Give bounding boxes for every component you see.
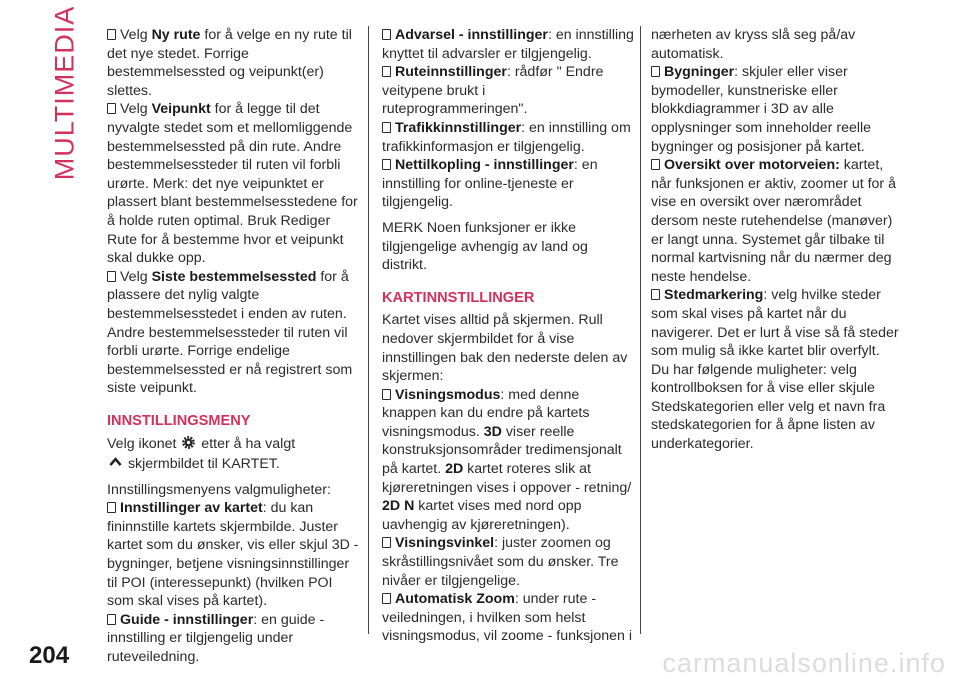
term: 2D N: [382, 498, 415, 515]
column-divider: [640, 26, 641, 634]
list-item: [382, 534, 634, 590]
text: Velg: [120, 101, 152, 118]
term: Guide - innstillinger: [120, 611, 254, 628]
text: Velg: [120, 268, 152, 285]
list-item: [651, 286, 901, 453]
term: 2D: [445, 461, 464, 478]
paragraph-intro: Kartet vises alltid på skjermen. Rull nedover skjermbildet for å vise innstillingen bak den nederste delen av skjermen:: [382, 312, 628, 385]
page-number: 204: [29, 642, 70, 669]
text: : en guide - innstilling er tilgjengelig under ruteveiledning.: [107, 611, 325, 665]
column-2: [382, 26, 634, 646]
term: Oversikt over motorveien:: [664, 157, 840, 174]
text: : en innstilling om trafikkinformasjon er tilgjengelig.: [382, 119, 631, 155]
term: Bygninger: [664, 64, 735, 81]
text: Velg ikonet: [107, 436, 181, 453]
text: for å velge en ny rute til det nye stedet. Forrige bestemmelsessted og veipunkt(er) slettes.: [107, 27, 352, 99]
text: for å plassere det nylig valgte bestemmelsesstedet i enden av ruten. Andre bestemmelsessteder til ruten vil forbli urørte. Forrige endelige bestemmelsessted er nå registrert som siste veipunkt.: [107, 268, 353, 397]
term: Automatisk Zoom: [395, 591, 515, 608]
term: Nettilkopling - innstillinger: [395, 157, 574, 174]
paragraph-veipunkt: [107, 100, 359, 267]
bullet-icon: [107, 271, 116, 282]
heading-innstillingsmeny: INNSTILLINGSMENY: [107, 412, 251, 429]
list-item: [382, 119, 634, 156]
text: : en innstilling for online-tjeneste er tilgjengelig.: [382, 157, 598, 211]
term: Visningsmodus: [395, 386, 501, 403]
list-item: [651, 156, 901, 286]
gear-icon: [180, 434, 197, 451]
section-title-text: MULTIMEDIA: [49, 5, 80, 181]
term: Veipunkt: [151, 101, 211, 118]
text: : du kan fininnstille kartets skjermbilde. Juster kartet som du ønsker, vis eller skjul 3D - bygninger, betjene visningsinnstillinger til POI (interessepunkt) (hvilken POI som skal vises på kartet).: [107, 500, 359, 610]
list-item-visningsmodus: [382, 386, 634, 535]
column-3: [651, 26, 901, 454]
text: : juster zoomen og skråstillingsnivået som du ønsker. Tre nivåer er tilgjengelige.: [382, 535, 619, 589]
paragraph-continued: nærheten av kryss slå seg på/av automatisk.: [651, 27, 856, 62]
bullet-icon: [651, 159, 660, 170]
bullet-icon: [382, 29, 391, 40]
text: kartet, når funksjonen er aktiv, zoomer ut for å vise en oversikt over nærområdet dersom neste rutehendelse (manøver) er langt unna. Systemet går tilbake til normal kartvisning når du nærmer deg neste hendelse.: [651, 157, 896, 285]
text: : en innstilling knyttet til advarsler er tilgjengelig.: [382, 27, 634, 62]
column-1: [107, 26, 359, 667]
bullet-icon: [382, 593, 391, 604]
paragraph-menu-intro: [107, 481, 359, 500]
bullet-icon: [107, 614, 116, 625]
term: Ny rute: [151, 27, 201, 43]
text: : rådfør " Endre veitypene brukt i ruteprogrammeringen".: [382, 64, 604, 118]
bullet-icon: [382, 389, 391, 400]
text: : med denne knappen kan du endre på kartets visningsmodus.: [382, 386, 590, 440]
text: for å legge til det nyvalgte stedet som et mellomliggende bestemmelsessted på din rute. Andre bestemmelsessteder til ruten vil forbli urørte. Merk: det nye veipunktet er plassert blant bestemmelsesstedene for å holde ruten optimal. Bruk Rediger Rute for å bestemme hvor et veipunkt skal dukke opp.: [107, 101, 358, 267]
list-item: [382, 156, 634, 212]
bullet-icon: [107, 502, 116, 513]
text: viser reelle konstruksjonsområder tredimensjonalt på kartet.: [382, 423, 622, 478]
text: : velg hvilke steder som skal vises på kartet når du navigerer. Det er lurt å vise så få steder som mulig så ikke kartet blir overfylt. Du har følgende muligheter: velg kontrollboksen for å vise eller skjule Stedskategorien eller velg et navn fra stedskategorien for å åpne listen av underkategorier.: [651, 287, 899, 453]
bullet-icon: [382, 159, 391, 170]
note-merk: MERK Noen funksjoner er ikke tilgjengelige avhengig av land og distrikt.: [382, 219, 588, 274]
term: Stedmarkering: [664, 287, 764, 304]
list-item: [382, 590, 634, 646]
list-item: [382, 26, 634, 63]
term: Siste bestemmelsessted: [151, 268, 317, 285]
text: Innstillingsmenyens valgmuligheter:: [107, 481, 331, 498]
bullet-icon: [107, 103, 116, 114]
section-title: [49, 5, 80, 181]
term: 3D: [483, 423, 502, 440]
list-item: [651, 63, 901, 156]
term: Advarsel - innstillinger: [395, 27, 548, 43]
paragraph-siste: [107, 268, 359, 398]
text: kartet roteres slik at kjøreretningen vises i oppover - retning/: [382, 461, 632, 496]
watermark: carmanualsonline.info: [662, 648, 946, 678]
bullet-icon: [382, 122, 391, 133]
heading-kartinnstillinger: KARTINNSTILLINGER: [382, 289, 535, 306]
chevron-up-icon: [107, 454, 124, 471]
column-divider: [368, 26, 369, 634]
text: kartet vises med nord opp uavhengig av kjøreretningen).: [382, 498, 582, 533]
bullet-icon: [651, 289, 660, 300]
text: Velg: [120, 27, 152, 43]
paragraph-velg-ikonet: [107, 434, 359, 473]
term: Trafikkinnstillinger: [395, 119, 522, 136]
list-item: [107, 611, 359, 667]
list-item: [107, 499, 359, 611]
bullet-icon: [382, 537, 391, 548]
term: Visningsvinkel: [395, 535, 495, 552]
bullet-icon: [651, 66, 660, 77]
bullet-icon: [107, 29, 116, 40]
text: etter å ha valgt: [197, 436, 296, 453]
text: skjermbildet til KARTET.: [124, 456, 280, 473]
list-item: [382, 63, 634, 119]
term: Innstillinger av kartet: [120, 500, 263, 517]
bullet-icon: [382, 66, 391, 77]
term: Ruteinnstillinger: [395, 64, 507, 81]
paragraph-ny-rute: [107, 26, 359, 100]
text: : under rute - veiledningen, i hvilken som helst visningsmodus, vil zoome - funksjonen i: [382, 591, 632, 645]
text: : skjuler eller viser bymodeller, kunstneriske eller blokkdiagrammer i 3D av alle opplysninger som inneholder reelle bygninger og posisjoner på kartet.: [651, 64, 872, 155]
